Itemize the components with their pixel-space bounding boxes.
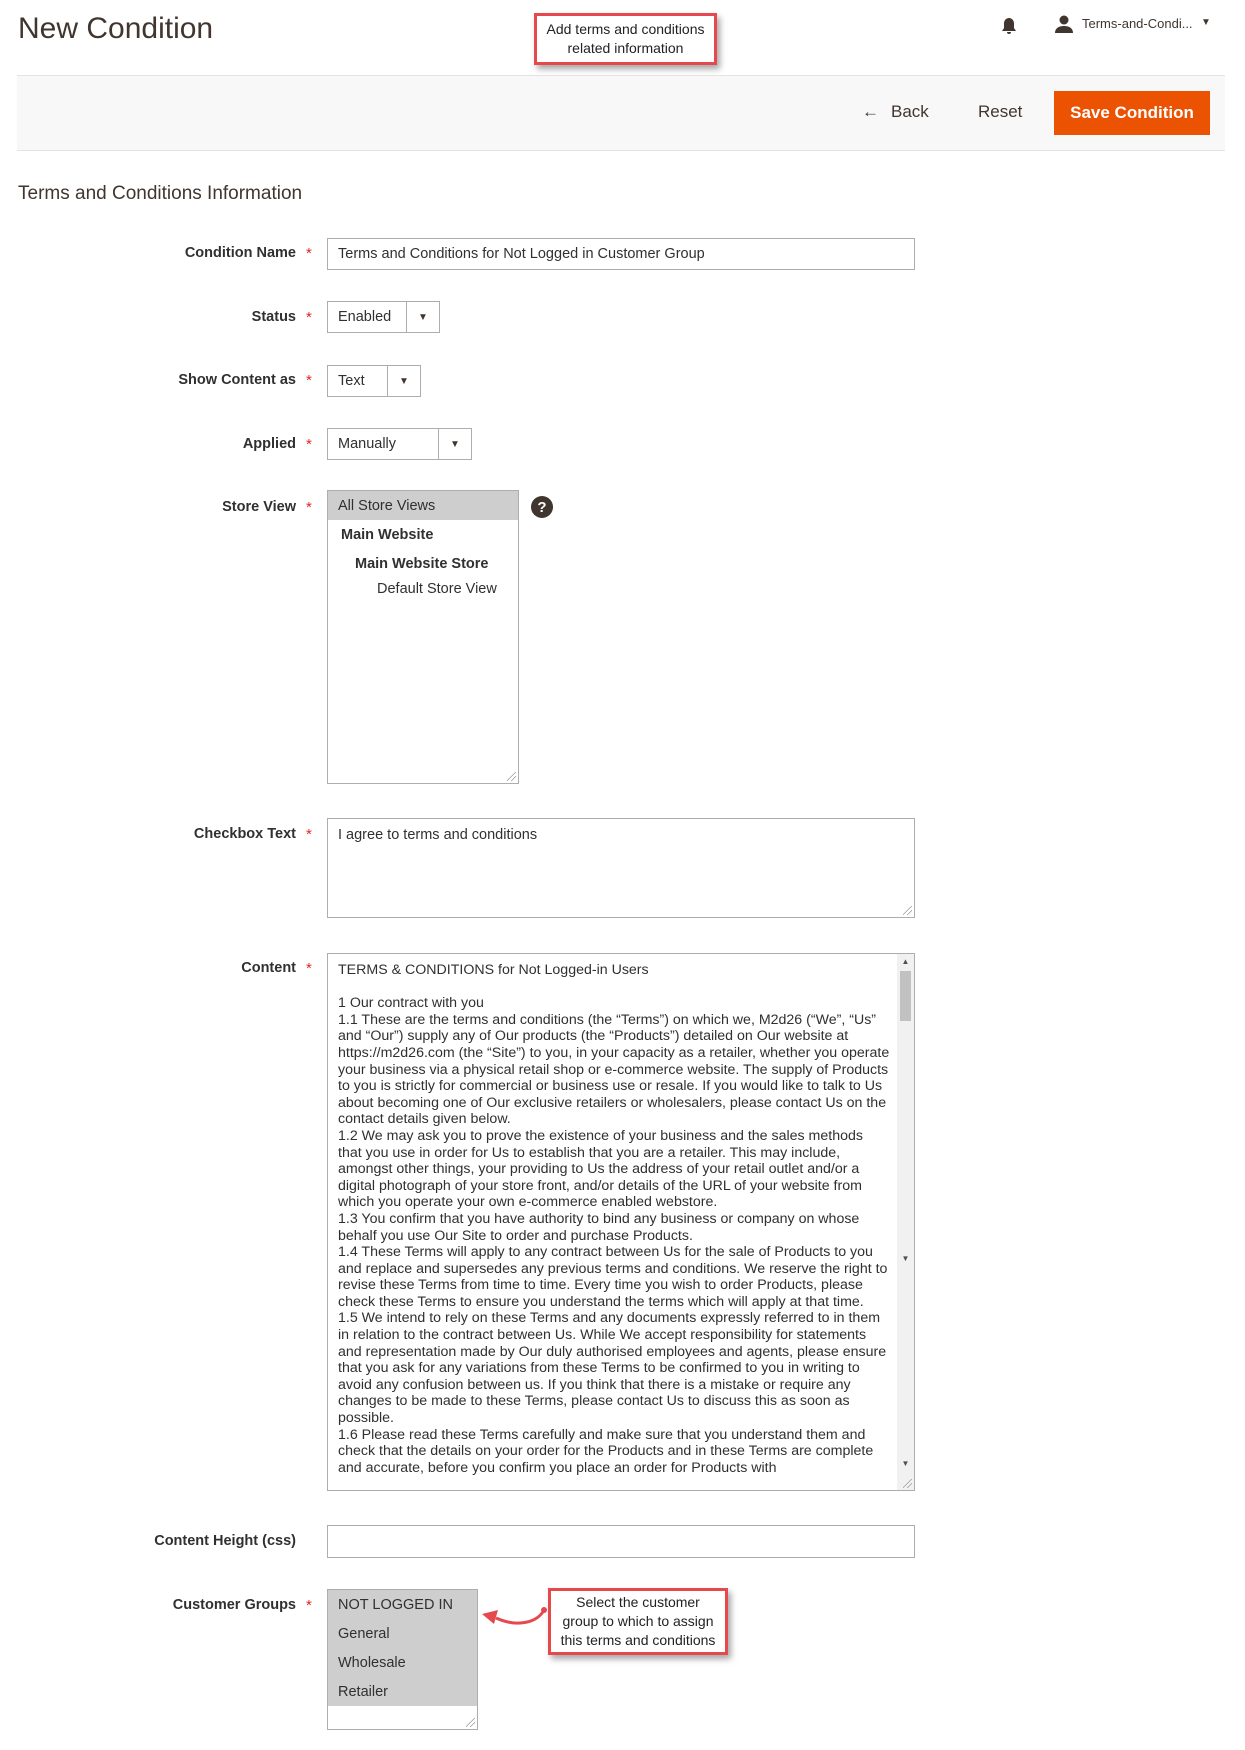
- checkbox-text-textarea[interactable]: [327, 818, 915, 918]
- resize-handle[interactable]: [507, 772, 516, 781]
- arrow-left-icon: ←: [862, 102, 879, 121]
- customer-group-option[interactable]: General: [328, 1619, 477, 1648]
- resize-handle[interactable]: [903, 906, 912, 915]
- user-icon[interactable]: [1054, 14, 1074, 34]
- chevron-down-icon: ▼: [387, 366, 420, 396]
- resize-handle[interactable]: [466, 1718, 475, 1727]
- content-value: TERMS & CONDITIONS for Not Logged-in Users 1 Our contract with you 1.1 These are the terms and conditions (the “Terms”) on which we, M2d26 (“We”, “Us” and “Our”) supply any of Our products (the “Products”) detailed on Our website at https://m2d26.com (the “Site”) to you, in your capacity as a retailer, whether you operate your business via a physical retail shop or e-commerce website. The supply of Products to you is strictly for commercial or business use or resale. If you would like to talk to Us about becoming one of Our exclusive retailers or wholesalers, please contact Us on the contact details given below. 1.2 We may ask you to prove the existence of your business and the sales methods that you use in order for Us to establish that you are a retailer. This may include, amongst other things, your providing to Us the address of your retail outlet and/or a digital photograph of your store front, and/or details of the URL of your website from which you operate your own e-commerce enabled webstore. 1.3 You confirm that you have authority to bind any business or company on whose behalf you use Our Site to order and purchase Products. 1.4 These Terms will apply to any contract between Us for the sale of Products to you and replace and supersedes any previous terms and conditions. We reserve the right to revise these Terms from time to time. Every time you wish to order Products, please check these Terms to ensure you understand the terms which will apply at that time. 1.5 We intend to rely on these Terms and any documents expressly referred to in them in relation to the contract between Us. While We accept responsibility for statements and representation made by Our duly authorised employees and agents, please ensure that you ask for any variations from these Terms to be confirmed to you in writing to avoid any confusion between us. If you think that there is a mistake or require any changes to be made to these Terms, please contact Us to discuss this as soon as possible. 1.6 Please read these Terms carefully and make sure that you understand them and check that the details on your order for the Products and in these Terms are complete and accurate, before you confirm you place an order for Products with: [338, 962, 890, 1476]
- required-mark: *: [306, 1597, 312, 1614]
- back-button[interactable]: [862, 102, 929, 122]
- required-mark: *: [306, 826, 312, 843]
- condition-name-input[interactable]: Terms and Conditions for Not Logged in Customer Group: [327, 238, 915, 270]
- content-textarea[interactable]: [327, 953, 915, 1491]
- section-title: Terms and Conditions Information: [18, 183, 303, 204]
- checkbox-text-value: I agree to terms and conditions: [338, 827, 538, 843]
- customer-group-option[interactable]: Retailer: [328, 1677, 477, 1706]
- required-mark: *: [306, 436, 312, 453]
- user-menu[interactable]: Terms-and-Condi...: [1082, 16, 1193, 31]
- store-view-option[interactable]: Default Store View: [377, 581, 497, 597]
- reset-button[interactable]: Reset: [978, 102, 1023, 121]
- callout-arrow-icon: [478, 1600, 550, 1630]
- show-content-as-value: Text: [338, 373, 365, 389]
- status-value: Enabled: [338, 309, 392, 325]
- customer-groups-multiselect[interactable]: [327, 1589, 478, 1730]
- required-mark: *: [306, 499, 312, 516]
- checkbox-text-label: Checkbox Text: [193, 826, 296, 842]
- chevron-down-icon: ▼: [438, 429, 471, 459]
- applied-select[interactable]: [327, 428, 472, 460]
- back-label: Back: [891, 102, 929, 121]
- content-height-input[interactable]: [327, 1525, 915, 1558]
- show-content-as-label: Show Content as: [178, 372, 296, 388]
- scroll-down-icon[interactable]: ▼: [901, 1254, 910, 1263]
- condition-name-label: Condition Name: [184, 245, 296, 261]
- help-icon[interactable]: [531, 496, 553, 518]
- store-view-option: Main Website Store: [355, 555, 489, 572]
- store-view-multiselect[interactable]: [327, 490, 519, 784]
- caret-down-icon[interactable]: ▼: [1201, 17, 1211, 28]
- callout-add-info: Add terms and conditions related information: [534, 13, 717, 65]
- resize-handle[interactable]: [903, 1479, 912, 1488]
- required-mark: *: [306, 309, 312, 326]
- content-height-label: Content Height (css): [154, 1533, 296, 1549]
- bell-icon[interactable]: [999, 16, 1019, 36]
- scroll-thumb[interactable]: [900, 971, 911, 1021]
- page-actions-bar: [17, 75, 1225, 151]
- status-label: Status: [251, 309, 296, 325]
- status-select[interactable]: [327, 301, 440, 333]
- store-view-option: Main Website: [341, 526, 434, 543]
- scroll-up-icon[interactable]: ▲: [901, 957, 910, 966]
- applied-label: Applied: [242, 436, 296, 452]
- content-scrollbar[interactable]: [897, 954, 914, 1490]
- callout-customer-groups: Select the customer group to which to assign this terms and conditions: [548, 1588, 728, 1655]
- required-mark: *: [306, 960, 312, 977]
- required-mark: *: [306, 372, 312, 389]
- required-mark: *: [306, 245, 312, 262]
- show-content-as-select[interactable]: [327, 365, 421, 397]
- customer-groups-label: Customer Groups: [172, 1597, 296, 1613]
- applied-value: Manually: [338, 436, 397, 452]
- scroll-down-icon[interactable]: ▼: [901, 1459, 910, 1468]
- svg-text:?: ?: [537, 499, 547, 516]
- save-condition-button[interactable]: Save Condition: [1054, 91, 1210, 135]
- customer-group-option[interactable]: Wholesale: [328, 1648, 477, 1677]
- page-title: New Condition: [18, 12, 214, 45]
- chevron-down-icon: ▼: [406, 302, 439, 332]
- store-view-label: Store View: [222, 499, 296, 515]
- store-view-option[interactable]: All Store Views: [328, 491, 518, 520]
- content-label: Content: [241, 960, 296, 976]
- customer-group-option[interactable]: NOT LOGGED IN: [328, 1590, 477, 1619]
